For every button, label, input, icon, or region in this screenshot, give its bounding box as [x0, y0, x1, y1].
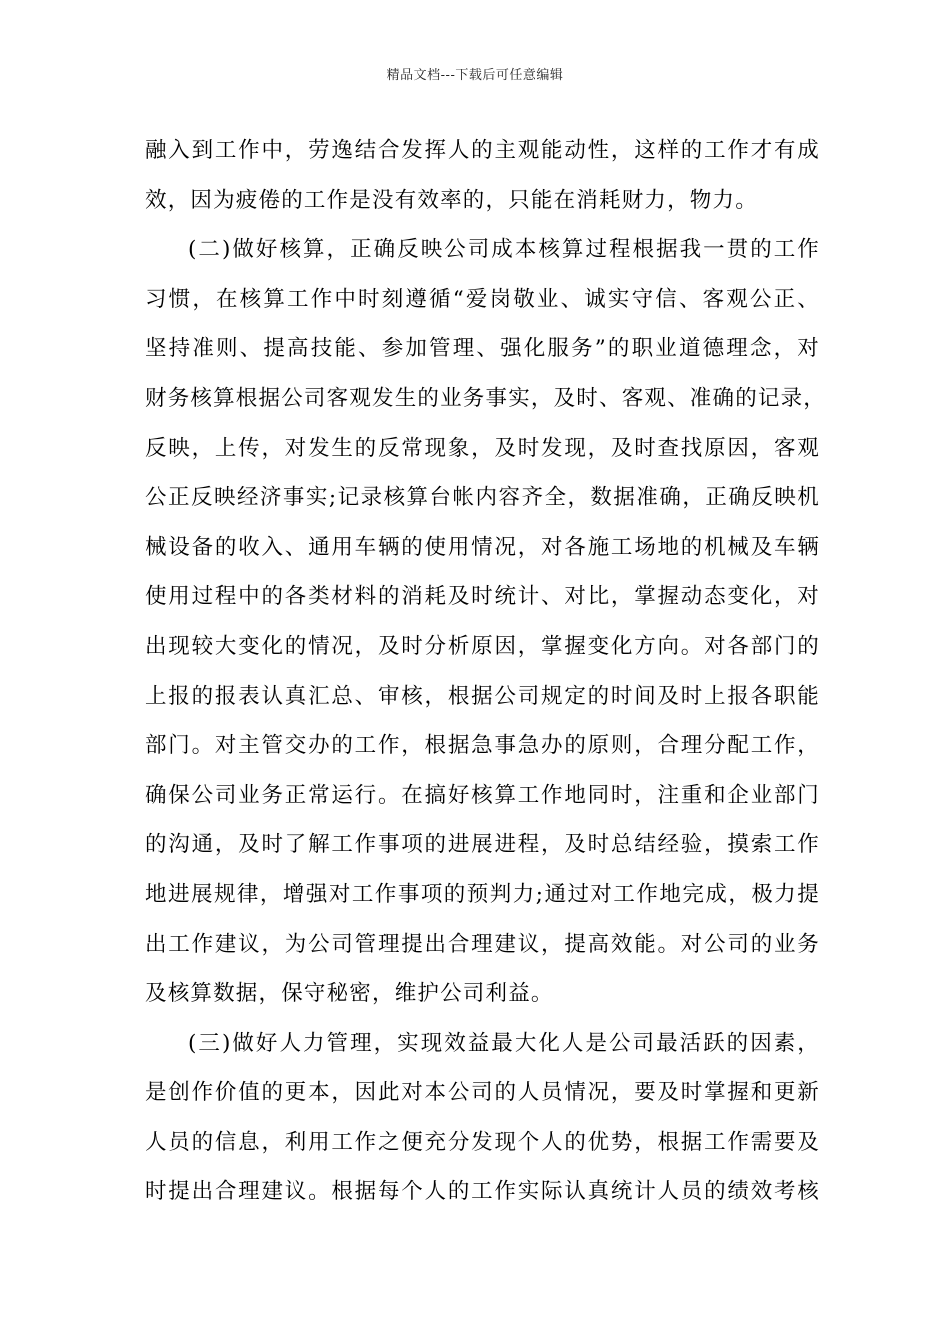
text-line: 时提出合理建议。根据每个人的工作实际认真统计人员的绩效考核	[145, 1179, 820, 1205]
text-line: 效，因为疲倦的工作是没有效率的，只能在消耗财力，物力。	[145, 187, 758, 213]
text-line: 融入到工作中，劳逸结合发挥人的主观能动性，这样的工作才有成	[145, 138, 820, 163]
text-line: 人员的信息，利用工作之便充分发现个人的优势，根据工作需要及	[145, 1129, 820, 1155]
text-line: 出工作建议，为公司管理提出合理建议，提高效能。对公司的业务	[145, 931, 820, 957]
text-line: 地进展规律，增强对工作事项的预判力;通过对工作地完成，极力提	[145, 881, 820, 907]
body-text	[145, 126, 827, 1217]
text-line: 及核算数据，保守秘密，维护公司利益。	[145, 981, 554, 1007]
text-line: 使用过程中的各类材料的消耗及时统计、对比，掌握动态变化，对	[145, 584, 820, 610]
paragraph-start-line: (三)做好人力管理，实现效益最大化人是公司最活跃的因素，	[188, 1030, 820, 1056]
text-line: 确保公司业务正常运行。在搞好核算工作地同时，注重和企业部门	[145, 782, 820, 808]
text-line: 财务核算根据公司客观发生的业务事实，及时、客观、准确的记录，	[145, 385, 827, 411]
text-line: 部门。对主管交办的工作，根据急事急办的原则，合理分配工作，	[145, 733, 820, 759]
text-line: 的沟通，及时了解工作事项的进展进程，及时总结经验，摸索工作	[145, 832, 820, 858]
text-line: 习惯，在核算工作中时刻遵循“爱岗敬业、诚实守信、客观公正、	[145, 286, 820, 312]
text-line: 坚持准则、提高技能、参加管理、强化服务”的职业道德理念，对	[145, 336, 820, 362]
text-line: 公正反映经济事实;记录核算台帐内容齐全，数据准确，正确反映机	[145, 485, 820, 511]
page-header: 精品文档---下载后可任意编辑	[386, 68, 564, 83]
text-line: 械设备的收入、通用车辆的使用情况，对各施工场地的机械及车辆	[145, 534, 820, 560]
paragraph-start-line: (二)做好核算，正确反映公司成本核算过程根据我一贯的工作	[188, 237, 820, 263]
text-line: 出现较大变化的情况，及时分析原因，掌握变化方向。对各部门的	[145, 633, 820, 659]
text-line: 上报的报表认真汇总、审核，根据公司规定的时间及时上报各职能	[145, 683, 820, 709]
text-line: 是创作价值的更本，因此对本公司的人员情况，要及时掌握和更新	[145, 1080, 820, 1106]
text-line: 反映，上传，对发生的反常现象，及时发现，及时查找原因，客观	[145, 435, 820, 461]
